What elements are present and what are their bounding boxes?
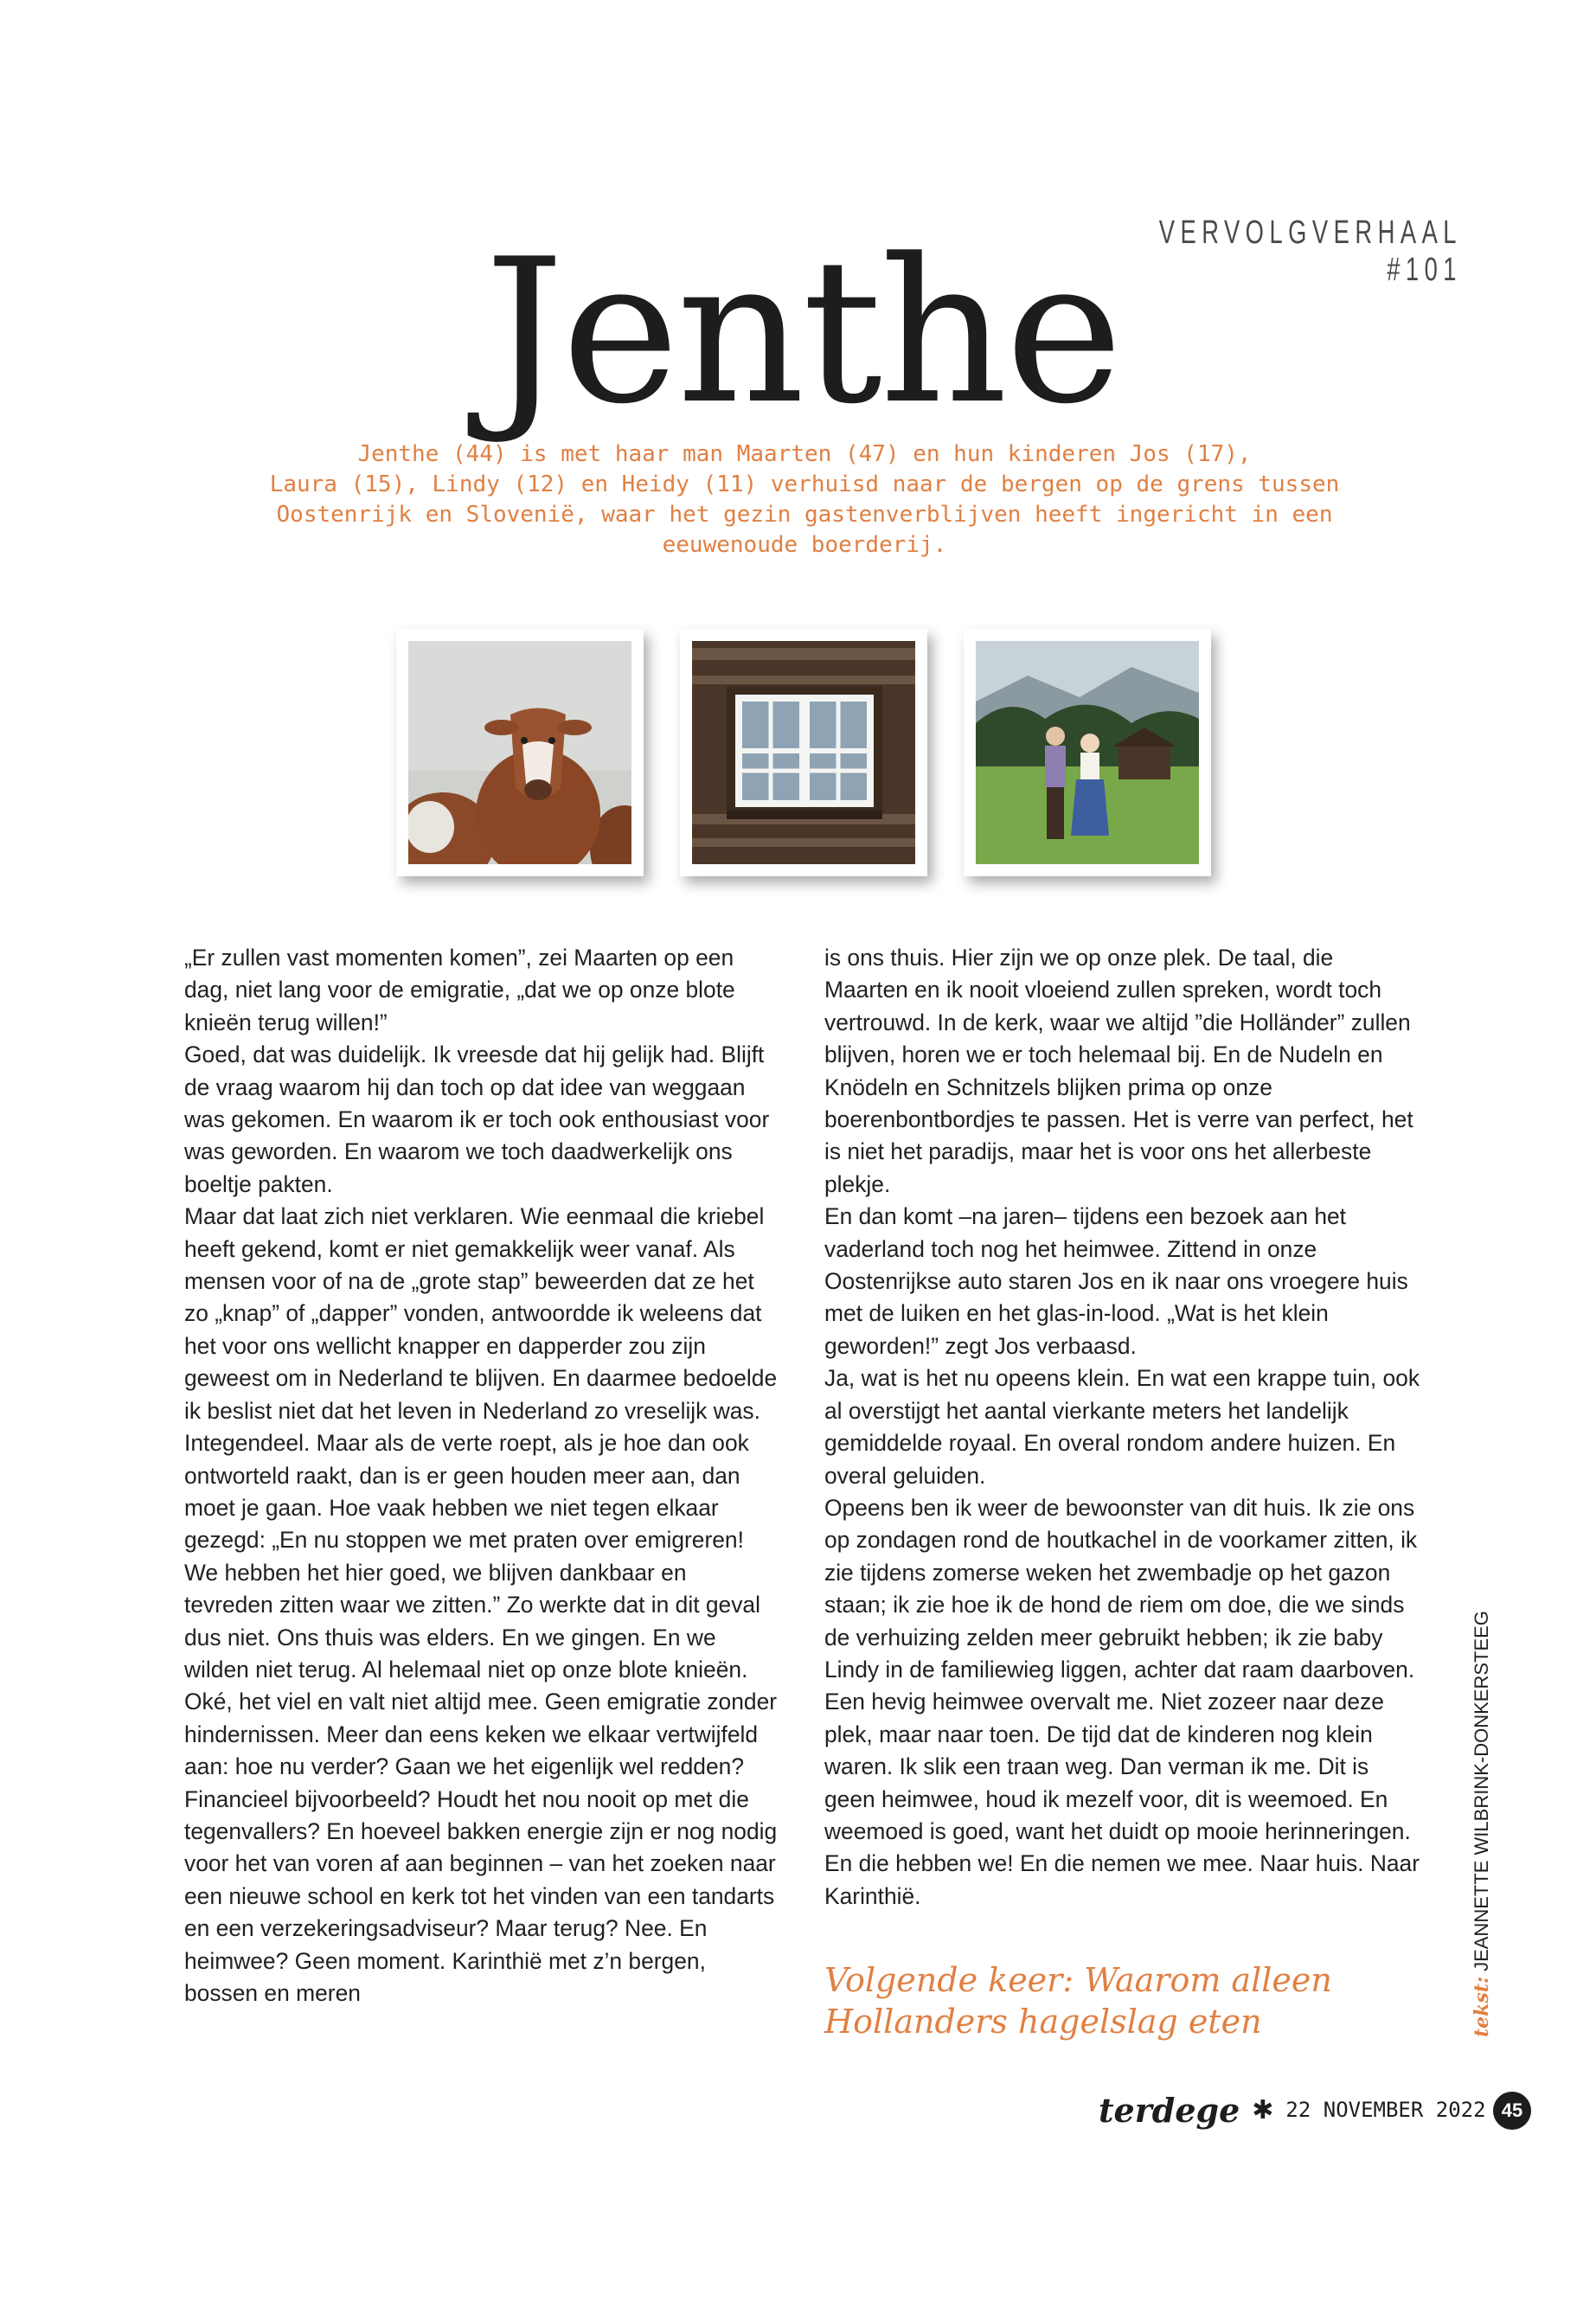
article-paragraph: Maar dat laat zich niet verklaren. Wie eenmaal die kriebel heeft gekend, komt er niet gemakkelijk weer vanaf. Als mensen voor of na de „grote stap” beweerden dat ze het zo „knap” of „dapper” vonden, antwoordde ik weleens dat het voor ons wellicht knapper en dapperder zou zijn geweest om in Nederland te blijven. En daarmee bedoelde ik beslist niet dat het leven in Nederland zo vreselijk was. Integendeel. Maar als de verte roept, als je hoe dan ook ontworteld raakt, dan is er geen houden meer aan, dan moet je gaan. Hoe vaak hebben we niet tegen elkaar gezegd: „En nu stoppen we met praten over emigreren! We hebben het hier goed, we blijven dankbaar en tevreden zitten waar we zitten.” Zo werkte dat in dit geval dus niet. Ons thuis was elders. En we gingen. En we wilden niet terug. Al helemaal niet op onze blote knieën. xyxy=(184,1203,778,1682)
magazine-brand: terdege xyxy=(1099,2090,1240,2130)
separator-star-icon: ✱ xyxy=(1252,2094,1274,2125)
article-paragraph: Goed, dat was duidelijk. Ik vreesde dat hij gelijk had. Blijft de vraag waarom hij dan toch op dat idee van weggaan was gekomen. En waarom ik er toch ook enthousiast voor was geworden. En waarom we toch daadwerkelijk ons boeltje pakten. xyxy=(184,1042,770,1197)
article-paragraph: Oké, het viel en valt niet altijd mee. Geen emigratie zonder hindernissen. Meer dan eens keken we elkaar vertwijfeld aan: hoe nu verder? Gaan we het eigenlijk wel redden? Financieel bijvoorbeeld? Houdt het nou nooit op met die tegenvallers? En hoeveel bakken energie zijn er nog nodig voor het van voren af aan beginnen – van het zoeken naar een nieuwe school en kerk tot het vinden van een tandarts en een verzekeringsadviseur? Maar terug? Nee. En heimwee? Geen moment. Karinthië met z’n bergen, bossen en meren xyxy=(184,1689,778,2006)
intro-text: Jenthe (44) is met haar man Maarten (47) en hun kinderen Jos (17), Laura (15), Lindy (12) en Heidy (11) verhuisd naar de bergen op de grens tussen Oostenrijk en Slovenië, waar het gezin gastenverblijven heeft ingericht in een eeuwenoude boerderij. xyxy=(269,441,1340,558)
page-footer xyxy=(1099,2088,1486,2131)
couple-image xyxy=(976,641,1199,864)
series-label: VERVOLGVERHAAL #101 xyxy=(1158,215,1462,288)
cow-photo xyxy=(396,629,644,876)
window-image xyxy=(692,641,915,864)
couple-photo xyxy=(964,629,1211,876)
article-paragraph: „Er zullen vast momenten komen”, zei Maarten op een dag, niet lang voor de emigratie, „dat we op onze blote knieën terug willen!” xyxy=(184,945,735,1035)
page-number: 45 xyxy=(1493,2092,1531,2130)
credit-label: tekst: xyxy=(1471,1976,1493,2037)
window-photo xyxy=(680,629,927,876)
credit-author: JEANNETTE WILBRINK-DONKERSTEEG xyxy=(1471,1611,1492,1971)
issue-date: 22 NOVEMBER 2022 xyxy=(1285,2098,1486,2122)
article-column-right xyxy=(824,942,1421,1913)
author-credit xyxy=(1468,1611,1496,2037)
page-title: Jenthe xyxy=(484,217,1121,448)
article-paragraph: Opeens ben ik weer de bewoonster van dit huis. Ik zie ons op zondagen rond de houtkachel in de voorkamer zitten, ik zie tijdens zomerse weken het zwembadje op het gazon staan; ik zie hoe ik de hond de riem om doe, die we sinds de verhuizing zelden meer gebruikt hebben; ik zie baby Lindy in de familiewieg liggen, achter dat raam daarboven. Een hevig heimwee overvalt me. Niet zozeer naar deze plek, maar naar toen. De tijd dat de kinderen nog klein waren. Ik slik een traan weg. Dan verman ik me. Dit is geen heimwee, houd ik mezelf voor, dit is weemoed. En weemoed is goed, want het duidt op mooie herinneringen. En die hebben we! En die nemen we mee. Naar huis. Naar Karinthië. xyxy=(824,1494,1420,1909)
article-paragraph: Ja, wat is het nu opeens klein. En wat een krappe tuin, ook al overstijgt het aantal vierkante meters het landelijk gemiddelde royaal. En overal rondom andere huizen. En overal geluiden. xyxy=(824,1365,1420,1489)
article-paragraph: En dan komt –na jaren– tijdens een bezoek aan het vaderland toch nog het heimwee. Zittend in onze Oostenrijkse auto staren Jos en ik naar ons vroegere huis met de luiken en het glas-in-lood. „Wat is het klein geworden!” zegt Jos verbaasd. xyxy=(824,1203,1408,1359)
article-paragraph: is ons thuis. Hier zijn we op onze plek. De taal, die Maarten en ik nooit vloeiend zullen spreken, wordt toch vertrouwd. In de kerk, waar we altijd ”die Holländer” zullen blijven, horen we er toch helemaal bij. En de Nudeln en Knödeln en Schnitzels blijken prima op onze boerenbontbordjes te passen. Het is verre van perfect, het is niet het paradijs, maar het is voor ons het allerbeste plekje. xyxy=(824,945,1413,1197)
article-column-left xyxy=(184,942,781,2009)
cow-image xyxy=(408,641,631,864)
next-episode-teaser: Volgende keer: Waarom alleen Hollanders hagelslag eten xyxy=(824,1961,1332,2041)
